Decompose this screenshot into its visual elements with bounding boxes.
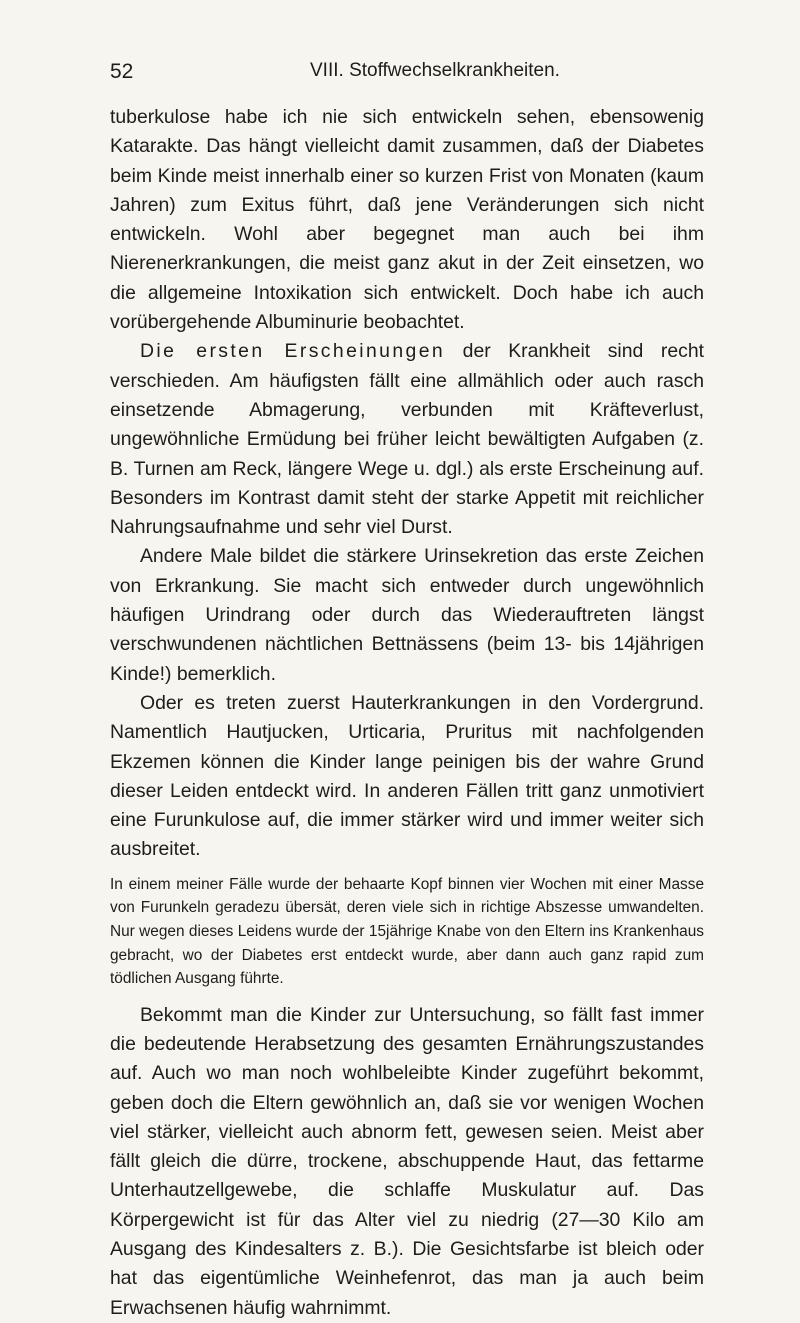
page-number: 52 (110, 60, 134, 83)
emphasis-text: Die ersten Erscheinungen (140, 340, 446, 363)
paragraph-6: Bekommt man die Kinder zur Untersuchung, so fällt fast immer die bedeutende Herabsetzung des gesamten Ernährungszustandes auf. Auch wo man noch wohlbeleibte Kinder zugeführt bekommt, geben doch die Eltern gewöhnlich an, daß sie vor wenigen Wochen viel stärker, vielleicht auch abnorm fett, gewesen seien. Meist aber fällt gleich die dürre, trockene, abschuppende Haut, das fettarme Unterhautzellgewebe, die schlaffe Muskulatur auf. Das Körpergewicht ist für das Alter viel zu niedrig (27—30 Kilo am Ausgang des Kindesalters z. B.). Die Gesichtsfarbe ist bleich oder hat das eigentümliche Weinhefenrot, das man ja auch beim Erwachsenen häufig wahrnimmt. (110, 1003, 704, 1319)
paragraph-2-text: der Krankheit sind recht verschieden. Am häufigsten fällt eine allmählich oder auch rasch einsetzende Abmagerung, verbunden mit Kräfteverlust, ungewöhnliche Ermüdung bei früher leicht bewältigten Aufgaben (z. B. Turnen am Reck, längere Wege u. dgl.) als erste Erscheinung auf. Besonders im Kontrast damit steht der starke Appetit mit reichlicher Nahrungsaufnahme und sehr viel Durst. (110, 340, 704, 539)
paragraph-2 (110, 337, 704, 542)
case-note: In einem meiner Fälle wurde der behaarte Kopf binnen vier Wochen mit einer Masse von Furunkeln geradezu übersät, deren viele sich in richtige Abszesse umwandelten. Nur wegen dieses Leidens wurde der 15jährige Knabe von den Eltern ins Krankenhaus gebracht, wo der Diabetes erst entdeckt wurde, aber dann auch ganz rapid zum tödlichen Ausgang führte. (110, 875, 704, 988)
running-head: VIII. Stoffwechselkrankheiten. (310, 60, 560, 81)
paragraph-4: Oder es treten zuerst Hauterkrankungen in den Vordergrund. Namentlich Hautjucken, Urticaria, Pruritus mit nachfolgenden Ekzemen können die Kinder lange peinigen bis der wahre Grund dieser Leiden entdeckt wird. In anderen Fällen tritt ganz unmotiviert eine Furunkulose auf, die immer stärker wird und immer weiter sich ausbreitet. (110, 691, 704, 861)
page-header (110, 60, 710, 90)
paragraph-3: Andere Male bildet die stärkere Urinsekretion das erste Zeichen von Erkrankung. Sie macht sich entweder durch ungewöhnlich häufigen Urindrang oder durch das Wiederauftreten längst verschwundenen nächtlichen Bettnässens (beim 13- bis 14jährigen Kinde!) bemerklich. (110, 545, 704, 685)
body-text (110, 103, 704, 1323)
paragraph-1: tuberkulose habe ich nie sich entwickeln sehen, ebensowenig Katarakte. Das hängt vielleicht damit zusammen, daß der Diabetes beim Kinde meist innerhalb einer so kurzen Frist von Monaten (kaum Jahren) zum Exitus führt, daß jene Veränderungen sich nicht entwickeln. Wohl aber begegnet man auch bei ihm Nierenerkrankungen, die meist ganz akut in der Zeit einsetzen, wo die allgemeine Intoxikation sich entwickelt. Doch habe ich auch vorübergehende Albuminurie beobachtet. (110, 106, 704, 334)
